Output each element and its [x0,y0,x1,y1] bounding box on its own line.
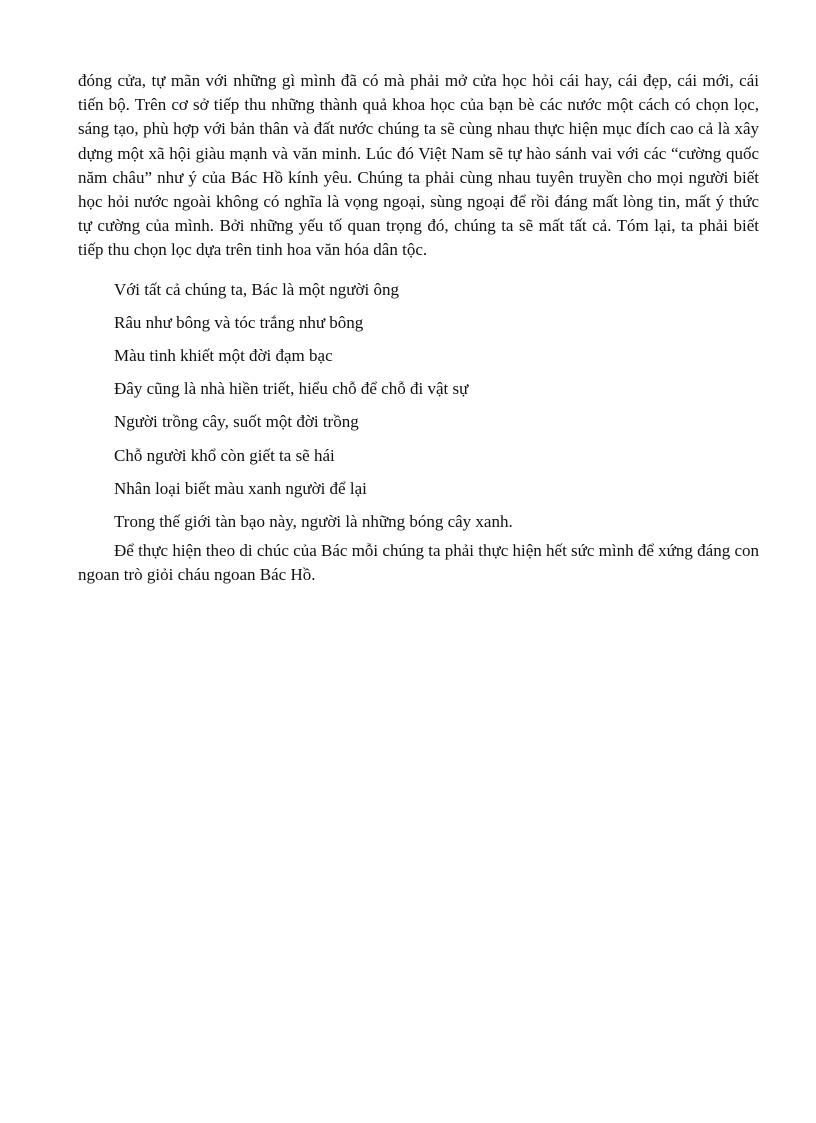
poem-line: Chỗ người khổ còn giết ta sẽ hái [114,445,335,465]
poem-line: Người trồng cây, suốt một đời trồng [114,412,359,432]
document-body [78,69,759,588]
poem-line: Đây cũng là nhà hiền triết, hiểu chỗ để chỗ đi vật sự [114,379,469,399]
closing-paragraph: Để thực hiện theo di chúc của Bác mỗi chúng ta phải thực hiện hết sức mình để xứng đáng con ngoan trò giỏi cháu ngoan Bác Hồ. [78,541,759,585]
poem-line: Râu như bông và tóc trắng như bông [114,312,364,332]
intro-paragraph: đóng cửa, tự mãn với những gì mình đã có mà phải mở cửa học hỏi cái hay, cái đẹp, cái mới, cái tiến bộ. Trên cơ sở tiếp thu những thành quả khoa học của bạn bè các nước một cách có chọn lọc, sáng tạo, phù hợp với bản thân và đất nước chúng ta sẽ cùng nhau thực hiện mục đích cao cả là xây dựng một xã hội giàu mạnh và văn minh. Lúc đó Việt Nam sẽ tự hào sánh vai với các “cường quốc năm châu” như ý của Bác Hồ kính yêu. Chúng ta phải cùng nhau tuyên truyền cho mọi người biết học hỏi nước ngoài không có nghĩa là vọng ngoại, sùng ngoại để rồi đáng mất lòng tin, mất ý thức tự cường của mình. Bởi những yếu tố quan trọng đó, chúng ta sẽ mất tất cả. Tóm lại, ta phải biết tiếp thu chọn lọc dựa trên tinh hoa văn hóa dân tộc. [78,71,759,260]
poem-line: Với tất cả chúng ta, Bác là một người ông [114,279,399,299]
poem-line: Trong thế giới tàn bạo này, người là những bóng cây xanh. [114,511,513,531]
poem [78,273,759,539]
poem-line: Nhân loại biết màu xanh người để lại [114,478,367,498]
poem-line: Màu tinh khiết một đời đạm bạc [114,346,333,365]
